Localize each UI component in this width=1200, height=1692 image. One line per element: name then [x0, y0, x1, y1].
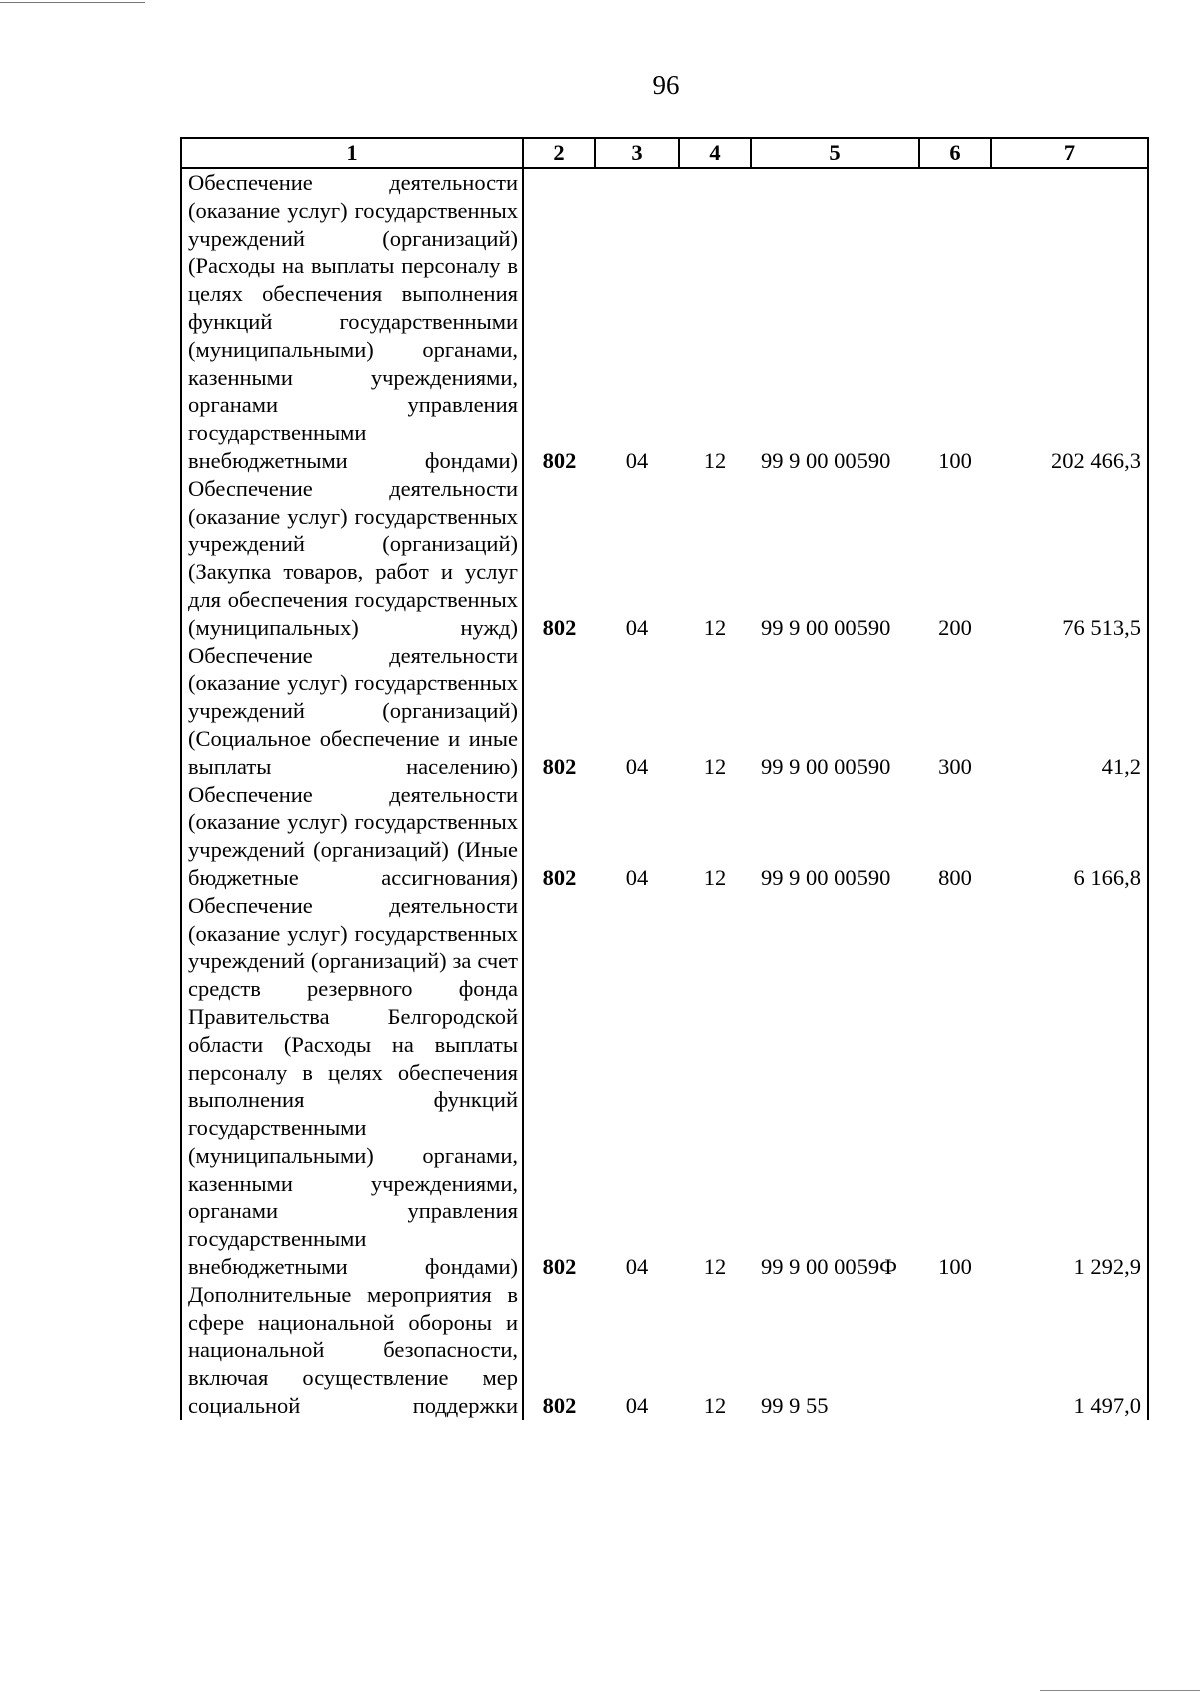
row-name: Обеспечение деятельности (оказание услуг) государственных учреждений (организаций) за счет средств резервного фонда Правительства Белгородской области (Расходы на выплаты персоналу в целях обеспечения выполнения функций государственными (муниципальными) органами, казенными учреждениями, органами управления государственными внебюджетными фондами) [181, 892, 523, 1281]
row-subsection: 12 [703, 864, 727, 890]
table-row [181, 781, 1148, 892]
row-amount: 202 466,3 [991, 168, 1148, 475]
row-code: 802 [542, 753, 577, 779]
row-amount: 1 497,0 [991, 1281, 1148, 1420]
row-amount: 6 166,8 [991, 781, 1148, 892]
row-target: 99 9 00 00590 [761, 753, 891, 779]
row-code: 802 [542, 1393, 577, 1419]
row-section: 04 [625, 1254, 649, 1280]
row-section: 04 [625, 447, 649, 473]
row-name: Обеспечение деятельности (оказание услуг) государственных учреждений (организаций) (Иные бюджетные ассигнования) [181, 781, 523, 892]
header-col-2: 2 [523, 138, 595, 168]
row-type: 800 [938, 864, 972, 890]
row-type: 100 [938, 447, 972, 473]
row-subsection: 12 [703, 447, 727, 473]
row-section: 04 [625, 1393, 649, 1419]
table-row [181, 475, 1148, 642]
row-subsection: 12 [703, 1393, 727, 1419]
bottom-rule [1040, 1690, 1200, 1691]
row-target: 99 9 00 00590 [761, 864, 891, 890]
row-name: Дополнительные мероприятия в сфере национальной обороны и национальной безопасности, включая осуществление мер социальной поддержки [181, 1281, 523, 1420]
page-number: 96 [652, 70, 680, 100]
row-target: 99 9 00 00590 [761, 614, 891, 640]
row-code: 802 [542, 614, 577, 640]
table-row [181, 892, 1148, 1281]
row-code: 802 [542, 447, 577, 473]
row-type: 100 [938, 1254, 972, 1280]
budget-table [180, 137, 1149, 1420]
row-target: 99 9 00 00590 [761, 447, 891, 473]
row-subsection: 12 [703, 753, 727, 779]
row-amount: 76 513,5 [991, 475, 1148, 642]
row-type: 300 [938, 753, 972, 779]
row-subsection: 12 [703, 614, 727, 640]
header-col-5: 5 [751, 138, 919, 168]
row-target: 99 9 00 0059Ф [761, 1254, 897, 1280]
table-row [181, 1281, 1148, 1420]
row-amount: 41,2 [991, 642, 1148, 781]
header-col-6: 6 [919, 138, 991, 168]
row-section: 04 [625, 753, 649, 779]
row-name: Обеспечение деятельности (оказание услуг) государственных учреждений (организаций) (Социальное обеспечение и иные выплаты населению) [181, 642, 523, 781]
row-target: 99 9 55 [761, 1393, 829, 1419]
row-name: Обеспечение деятельности (оказание услуг) государственных учреждений (организаций) (Закупка товаров, работ и услуг для обеспечения государственных (муниципальных) нужд) [181, 475, 523, 642]
header-col-3: 3 [595, 138, 679, 168]
top-rule [0, 2, 145, 3]
row-name: Обеспечение деятельности (оказание услуг) государственных учреждений (организаций) (Расходы на выплаты персоналу в целях обеспечения выполнения функций государственными (муниципальными) органами, казенными учреждениями, органами управления государственными внебюджетными фондами) [181, 168, 523, 475]
table-row [181, 642, 1148, 781]
header-col-4: 4 [679, 138, 751, 168]
table-header-row [181, 138, 1148, 168]
header-col-7: 7 [991, 138, 1148, 168]
row-type [919, 1281, 991, 1420]
header-col-1: 1 [181, 138, 523, 168]
row-subsection: 12 [703, 1254, 727, 1280]
row-section: 04 [625, 614, 649, 640]
row-section: 04 [625, 864, 649, 890]
row-code: 802 [542, 1254, 577, 1280]
row-amount: 1 292,9 [991, 892, 1148, 1281]
row-code: 802 [542, 864, 577, 890]
row-type: 200 [938, 614, 972, 640]
table-row [181, 168, 1148, 475]
